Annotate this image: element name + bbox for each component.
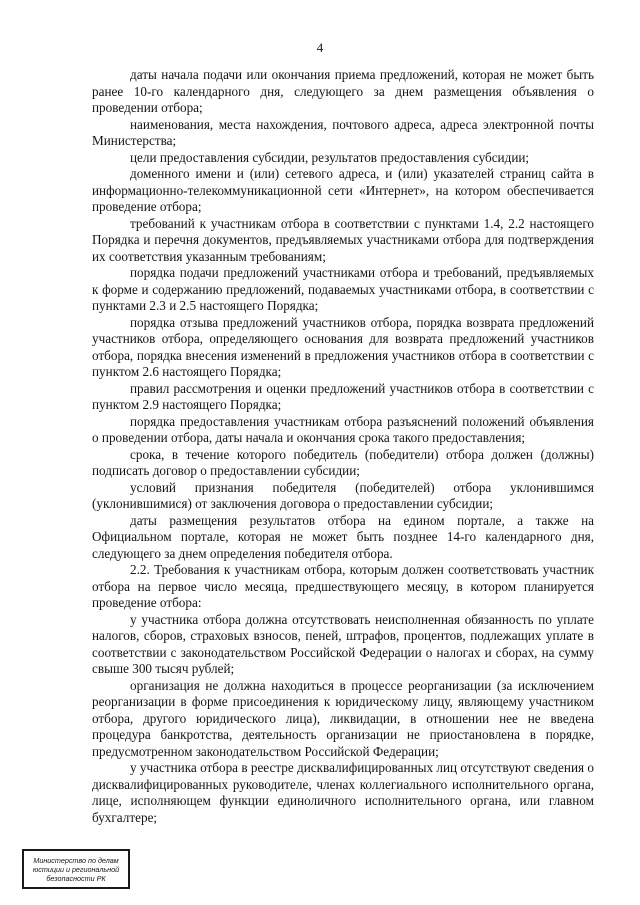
paragraph: срока, в течение которого победитель (победители) отбора должен (должны) подписать договор о предоставлении субсидии; [92,446,594,478]
document-body [92,67,594,826]
paragraph: у участника отбора должна отсутствовать неисполненная обязанность по уплате налогов, сборов, страховых взносов, пеней, штрафов, процентов, подлежащих уплате в соответствии с законодательством Российской Федерации о налогах и сборах, на сумму свыше 300 тысяч рублей; [92,611,594,676]
paragraph: порядка предоставления участникам отбора разъяснений положений объявления о проведении отбора, даты начала и окончания срока такого предоставления; [92,413,594,445]
stamp-line: Министерство по делам [33,855,119,865]
stamp-line: безопасности РК [46,873,106,883]
paragraph: даты начала подачи или окончания приема предложений, которая не может быть ранее 10-го календарного дня, следующего за днем размещения объявления о проведении отбора; [92,67,594,115]
paragraph: у участника отбора в реестре дисквалифицированных лиц отсутствуют сведения о дисквалифицированных руководителе, членах коллегиального исполнительного органа, лице, исполняющем функции единоличного исполнительного органа, или главном бухгалтере; [92,760,594,825]
paragraph: наименования, места нахождения, почтового адреса, адреса электронной почты Министерства; [92,116,594,148]
paragraph: цели предоставления субсидии, результатов предоставления субсидии; [130,149,530,165]
registration-stamp [22,849,130,889]
paragraph: порядка подачи предложений участниками отбора и требований, предъявляемых к форме и содержанию предложений, подаваемых участниками отбора, в соответствии с пунктами 2.3 и 2.5 настоящего Порядка; [92,265,594,313]
paragraph: даты размещения результатов отбора на едином портале, а также на Официальном портале, которая не может быть позднее 14-го календарного дня, следующего за днем определения победителя отбора. [92,512,594,561]
paragraph: условий признания победителя (победителей) отбора уклонившимся (уклонившимися) от заключения договора о предоставлении субсидии; [92,479,594,511]
stamp-line: юстиции и региональной [32,864,120,874]
paragraph: порядка отзыва предложений участников отбора, порядка возврата предложений участников отбора, определяющего основания для возврата предложений участников отбора, порядка внесения изменений в предложения участников отбора в соответствии с пунктом 2.6 настоящего Порядка; [92,314,594,379]
paragraph: организация не должна находиться в процессе реорганизации (за исключением реорганизации в форме присоединения к юридическому лицу, являющему участником отбора, другого юридического лица), ликвидации, в отношении нее не введена процедура банкротства, деятельность организации не приостановлена в порядке, предусмотренном законодательством Российской Федерации; [92,677,594,759]
paragraph: доменного имени и (или) сетевого адреса, и (или) указателей страниц сайта в информационно-телекоммуникационной сети «Интернет», на котором обеспечивается проведение отбора; [92,166,594,214]
page-number: 4 [316,40,324,55]
paragraph: 2.2. Требования к участникам отбора, которым должен соответствовать участник отбора на первое число месяца, предшествующего месяцу, в котором планируется проведение отбора: [92,562,594,610]
paragraph: требований к участникам отбора в соответствии с пунктами 1.4, 2.2 настоящего Порядка и перечня документов, предъявляемых участниками отбора для подтверждения их соответствия указанным требованиям; [92,215,594,264]
paragraph: правил рассмотрения и оценки предложений участников отбора в соответствии с пунктом 2.9 настоящего Порядка; [92,380,594,412]
